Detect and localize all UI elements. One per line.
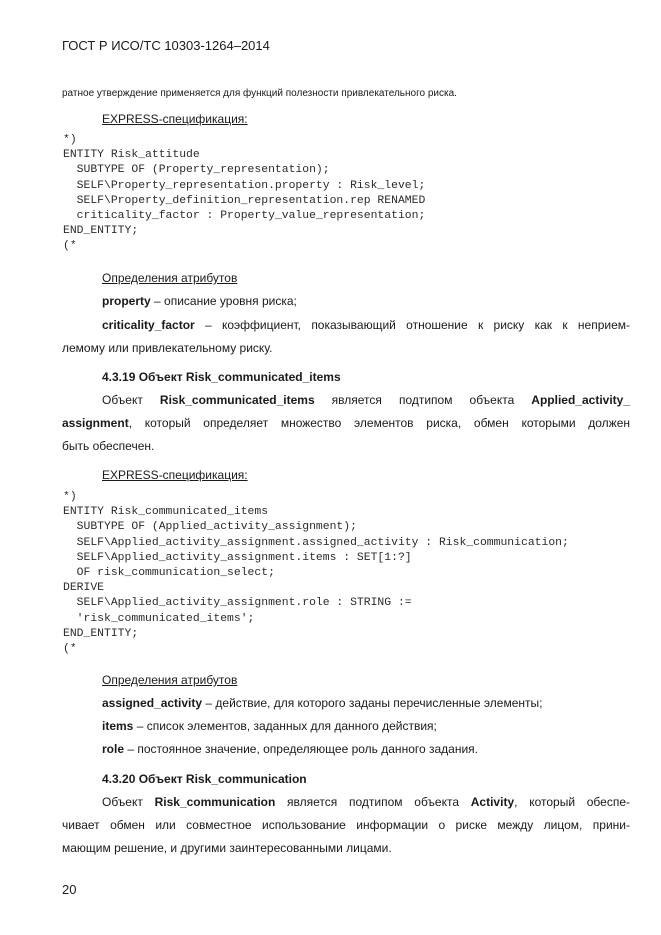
express-spec-label: EXPRESS-спецификация: bbox=[102, 468, 248, 482]
code-line: SELF\Property_definition_representation.rep RENAMED bbox=[63, 194, 426, 207]
text-run: Объект bbox=[102, 393, 160, 407]
def-items bbox=[102, 718, 437, 734]
term-role: role bbox=[102, 742, 125, 756]
code-line: 'risk_communicated_items'; bbox=[63, 612, 255, 625]
section-4320-title: 4.3.20 Объект Risk_communication bbox=[102, 772, 307, 786]
text-run: , который определяет множество элементов риска, обмен которыми должен bbox=[128, 416, 630, 430]
text-run: , который обеспе- bbox=[514, 795, 631, 809]
def-property-text: – описание уровня риска; bbox=[150, 294, 297, 308]
def-criticality-line2: лемому или привлекательному риску. bbox=[62, 341, 273, 355]
code-line: criticality_factor : Property_value_representation; bbox=[63, 209, 426, 222]
text-run: – список элементов, заданных для данного действия; bbox=[133, 719, 437, 733]
def-crit-text-1: – коэффициент, показывающий отношение к риску как к неприем- bbox=[194, 318, 630, 332]
code-line: END_ENTITY; bbox=[63, 225, 139, 238]
code-line: ENTITY Risk_attitude bbox=[63, 149, 200, 162]
code-line: SELF\Property_representation.property : Risk_level; bbox=[63, 179, 426, 192]
def-role bbox=[102, 741, 478, 757]
code-line: SUBTYPE OF (Applied_activity_assignment); bbox=[63, 521, 357, 534]
standard-header: ГОСТ Р ИСО/ТС 10303-1264–2014 bbox=[62, 38, 270, 53]
code-line: END_ENTITY; bbox=[63, 627, 139, 640]
def-property bbox=[102, 293, 297, 309]
code-line: (* bbox=[63, 240, 77, 253]
code-line: ENTITY Risk_communicated_items bbox=[63, 506, 269, 519]
term-items: items bbox=[102, 719, 134, 733]
term-criticality-factor: criticality_factor bbox=[102, 318, 195, 332]
code-line: DERIVE bbox=[63, 582, 105, 595]
term-assignment: assignment bbox=[62, 416, 129, 430]
attr-defs-label: Определения атрибутов bbox=[102, 271, 238, 285]
s4319-para-line1 bbox=[102, 392, 630, 408]
code-line: *) bbox=[63, 491, 77, 503]
s4320-para-line2: чивает обмен или совместное использование информации о риске между лицом, прини- bbox=[62, 818, 630, 832]
code-line: *) bbox=[63, 134, 77, 146]
intro-line: ратное утверждение применяется для функций полезности привлекательного риска. bbox=[62, 88, 457, 99]
s4320-para-line3: мающим решение, и другими заинтересованными лицами. bbox=[62, 841, 392, 855]
code-line: OF risk_communication_select; bbox=[63, 566, 275, 579]
page-number: 20 bbox=[62, 882, 77, 897]
s4319-para-line2 bbox=[62, 415, 630, 431]
text-run: – постоянное значение, определяющее роль данного задания. bbox=[124, 742, 478, 756]
term-risk-communicated-items: Risk_communicated_items bbox=[159, 393, 315, 407]
code-line: SELF\Applied_activity_assignment.items : SET[1:?] bbox=[63, 551, 412, 564]
term-risk-communication: Risk_communication bbox=[154, 795, 276, 809]
attr-defs-label: Определения атрибутов bbox=[102, 673, 238, 687]
code-block-risk-attitude bbox=[63, 133, 425, 255]
express-spec-label: EXPRESS-спецификация: bbox=[102, 112, 248, 126]
text-run: является подтипом объекта bbox=[314, 393, 532, 407]
term-property: property bbox=[102, 294, 151, 308]
code-block-risk-communicated-items bbox=[63, 490, 569, 657]
text-run: – действие, для которого заданы перечисленные элементы; bbox=[202, 696, 543, 710]
s4319-para-line3: быть обеспечен. bbox=[62, 439, 155, 453]
text-run: является подтипом объекта bbox=[275, 795, 471, 809]
code-line: SELF\Applied_activity_assignment.role : STRING := bbox=[63, 597, 412, 610]
section-4319-title: 4.3.19 Объект Risk_communicated_items bbox=[102, 370, 341, 384]
code-line: SUBTYPE OF (Property_representation); bbox=[63, 164, 330, 177]
s4320-para-line1 bbox=[102, 794, 630, 810]
def-criticality-line1 bbox=[102, 317, 630, 333]
term-assigned-activity: assigned_activity bbox=[102, 696, 203, 710]
term-applied-activity: Applied_activity_ bbox=[531, 393, 630, 407]
code-line: (* bbox=[63, 642, 77, 655]
term-activity: Activity bbox=[470, 795, 515, 809]
code-line: SELF\Applied_activity_assignment.assigned_activity : Risk_communication; bbox=[63, 536, 569, 549]
text-run: Объект bbox=[102, 795, 155, 809]
def-assigned-activity bbox=[102, 695, 542, 711]
